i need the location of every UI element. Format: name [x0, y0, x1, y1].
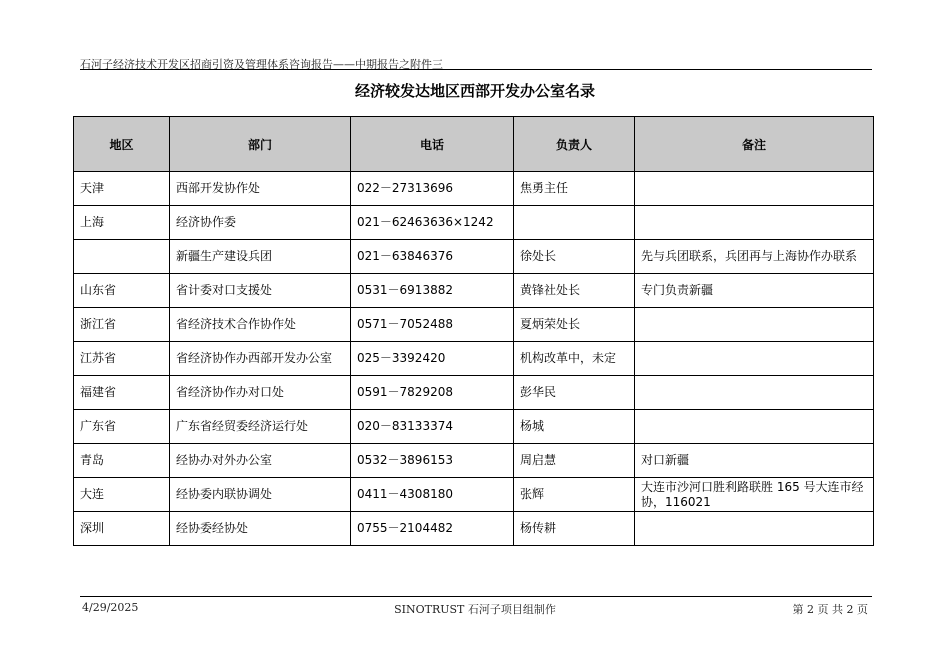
- cell-department: 经济协作委: [170, 206, 351, 240]
- cell-phone: 025－3392420: [351, 342, 514, 376]
- cell-department: 新疆生产建设兵团: [170, 240, 351, 274]
- table-header-row: [74, 117, 874, 172]
- cell-phone: 0591－7829208: [351, 376, 514, 410]
- cell-remarks: [635, 342, 874, 376]
- cell-phone: 0531－6913882: [351, 274, 514, 308]
- table-row: [74, 376, 874, 410]
- cell-department: 广东省经贸委经济运行处: [170, 410, 351, 444]
- cell-contact: 焦勇主任: [514, 172, 635, 206]
- cell-remarks: 大连市沙河口胜利路联胜 165 号大连市经协，116021: [635, 478, 874, 512]
- footer-page-number: 第 2 页 共 2 页: [792, 603, 868, 616]
- header-divider: [80, 69, 872, 70]
- table-row: [74, 274, 874, 308]
- column-header-region: 地区: [74, 117, 170, 172]
- cell-department: 经协委经协处: [170, 512, 351, 546]
- cell-remarks: [635, 512, 874, 546]
- footer-divider: [80, 596, 872, 597]
- cell-contact: [514, 206, 635, 240]
- table-row: [74, 206, 874, 240]
- cell-remarks: [635, 376, 874, 410]
- cell-region: 广东省: [74, 410, 170, 444]
- footer-date: 4/29/2025: [82, 601, 139, 614]
- cell-contact: 彭华民: [514, 376, 635, 410]
- cell-region: [74, 240, 170, 274]
- table-body: [74, 172, 874, 546]
- cell-department: 省经济协作办西部开发办公室: [170, 342, 351, 376]
- cell-contact: 徐处长: [514, 240, 635, 274]
- cell-region: 上海: [74, 206, 170, 240]
- table-row: [74, 444, 874, 478]
- cell-phone: 021－63846376: [351, 240, 514, 274]
- cell-phone: 0571－7052488: [351, 308, 514, 342]
- cell-remarks: [635, 172, 874, 206]
- cell-region: 江苏省: [74, 342, 170, 376]
- table-row: [74, 410, 874, 444]
- cell-department: 西部开发协作处: [170, 172, 351, 206]
- cell-phone: 0532－3896153: [351, 444, 514, 478]
- cell-remarks: 专门负责新疆: [635, 274, 874, 308]
- cell-region: 天津: [74, 172, 170, 206]
- table-row: [74, 478, 874, 512]
- cell-region: 深圳: [74, 512, 170, 546]
- cell-remarks: 先与兵团联系，兵团再与上海协作办联系: [635, 240, 874, 274]
- office-directory-table: [73, 116, 874, 546]
- cell-contact: 机构改革中，未定: [514, 342, 635, 376]
- cell-remarks: [635, 410, 874, 444]
- cell-department: 省经济协作办对口处: [170, 376, 351, 410]
- cell-contact: 杨传耕: [514, 512, 635, 546]
- cell-region: 福建省: [74, 376, 170, 410]
- column-header-phone: 电话: [351, 117, 514, 172]
- cell-phone: 0411－4308180: [351, 478, 514, 512]
- cell-region: 山东省: [74, 274, 170, 308]
- cell-remarks: [635, 308, 874, 342]
- cell-contact: 夏炳荣处长: [514, 308, 635, 342]
- cell-contact: 黄锋社处长: [514, 274, 635, 308]
- column-header-contact: 负责人: [514, 117, 635, 172]
- column-header-remarks: 备注: [635, 117, 874, 172]
- cell-phone: 0755－2104482: [351, 512, 514, 546]
- cell-department: 经协委内联协调处: [170, 478, 351, 512]
- cell-phone: 021－62463636×1242: [351, 206, 514, 240]
- cell-contact: 周启慧: [514, 444, 635, 478]
- cell-phone: 020－83133374: [351, 410, 514, 444]
- cell-department: 经协办对外办公室: [170, 444, 351, 478]
- cell-region: 青岛: [74, 444, 170, 478]
- table-row: [74, 240, 874, 274]
- cell-department: 省经济技术合作协作处: [170, 308, 351, 342]
- table-row: [74, 172, 874, 206]
- footer-organization: SINOTRUST 石河子项目组制作: [394, 603, 556, 616]
- column-header-department: 部门: [170, 117, 351, 172]
- table-row: [74, 512, 874, 546]
- cell-remarks: 对口新疆: [635, 444, 874, 478]
- document-title: 经济较发达地区西部开发办公室名录: [354, 82, 595, 100]
- cell-region: 浙江省: [74, 308, 170, 342]
- table-row: [74, 342, 874, 376]
- cell-phone: 022－27313696: [351, 172, 514, 206]
- cell-region: 大连: [74, 478, 170, 512]
- table-row: [74, 308, 874, 342]
- cell-contact: 张辉: [514, 478, 635, 512]
- cell-department: 省计委对口支援处: [170, 274, 351, 308]
- cell-remarks: [635, 206, 874, 240]
- cell-contact: 杨城: [514, 410, 635, 444]
- page-header: 石河子经济技术开发区招商引资及管理体系咨询报告——中期报告之附件三: [80, 58, 443, 71]
